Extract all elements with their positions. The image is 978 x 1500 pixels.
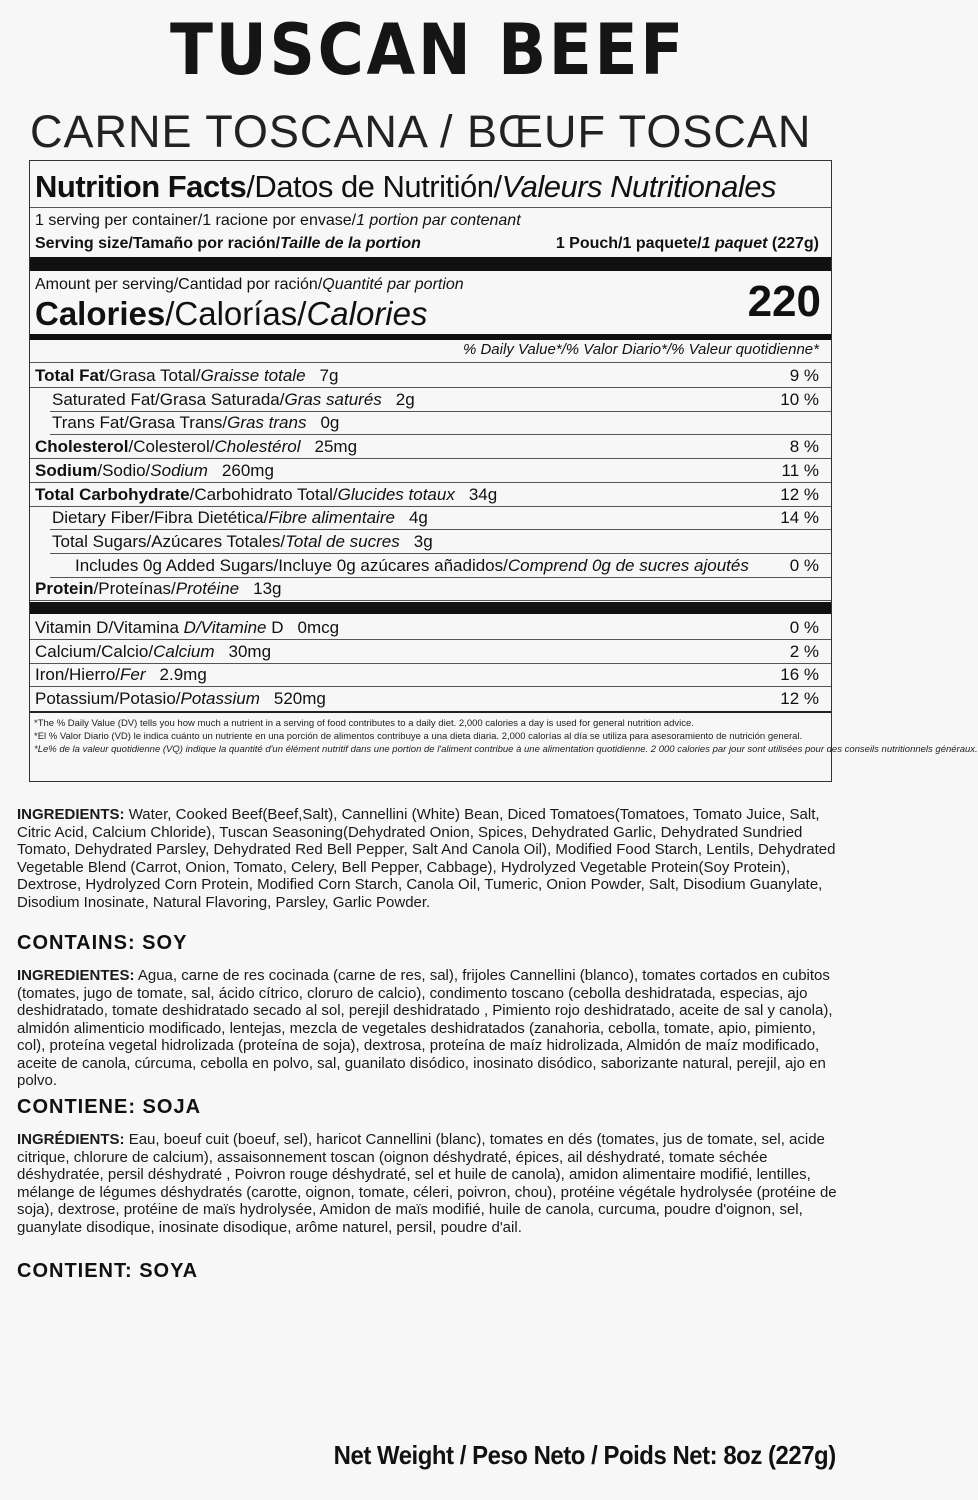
ingredients-fr-label: INGRÉDIENTS:: [17, 1131, 125, 1148]
divider: [30, 207, 831, 208]
vitamin-daily-value: 2 %: [789, 641, 819, 661]
vitamin-daily-value: 16 %: [780, 665, 819, 685]
nutrient-amount: 34g: [468, 484, 498, 504]
vitamin-row: [35, 617, 819, 639]
ingredients-en-label: INGREDIENTS:: [17, 806, 125, 823]
nutrient-daily-value: 11 %: [781, 460, 819, 480]
amount-per-serving-text: Amount per serving/Cantidad por ración/: [35, 276, 323, 293]
nutrient-daily-value: 14 %: [780, 508, 819, 528]
nutrient-name-es: Includes 0g Added Sugars/Incluye 0g azúcares añadidos/: [75, 555, 508, 575]
calories-label-es: /Calorías/: [165, 295, 307, 332]
nutrient-row: [35, 460, 819, 482]
serving-size-value: [556, 234, 819, 254]
nutrient-name: Sodium: [35, 460, 98, 480]
nutrient-name: Cholesterol: [35, 437, 129, 457]
nutrient-name-fr: Protéine: [175, 579, 240, 599]
nutrient-row: [35, 578, 819, 600]
nutrient-amount: 2g: [395, 389, 415, 409]
vitamin-name-fr: Potassium: [180, 689, 260, 709]
contains-fr: CONTIENT: SOYA: [17, 1260, 199, 1282]
serving-size-label: Serving size/Tamaño por ración/: [35, 235, 281, 252]
nutrition-facts-heading: [35, 167, 819, 207]
ingredients-en-text: Water, Cooked Beef(Beef,Salt), Cannellini (White) Bean, Diced Tomatoes(Tomatoes, Tomato Juice, Salt, Citric Acid, Calcium Chloride), Tuscan Seasoning(Dehydrated Onion, Spices, Dehydrated Garlic, Dehydrated Sundried Tomato, Dehydrated Parsley, Dehydrated Red Bell Pepper, Salt And Canola Oil), Modified Food Starch, Lentils, Dehydrated Vegetable Blend (Carrot, Onion, Tomato, Celery, Bell Pepper, Cabbage), Hydrolyzed Vegetable Protein(Soy Protein), Dextrose, Hydrolyzed Corn Protein, Modified Corn Starch, Canola Oil, Tumeric, Onion Powder, Salt, Disodium Guanylate, Disodium Inosinate, Natural Flavoring, Parsley, Garlic Powder.: [17, 806, 836, 911]
product-subtitle: CARNE TOSCANA / BŒUF TOSCAN: [30, 106, 812, 157]
servings-per-container-fr: 1 portion par contenant: [356, 212, 521, 229]
nutrient-name-es: Total Sugars/Azúcares Totales/: [52, 531, 286, 551]
nutrition-facts-heading-es: /Datos de Nutritión/: [246, 169, 502, 204]
amount-per-serving-fr: Quantité par portion: [322, 276, 464, 293]
nutrient-name-fr: Gras trans: [227, 413, 307, 433]
daily-value-heading: % Daily Value*/% Valor Diario*/% Valeur quotidienne*: [462, 341, 819, 358]
vitamin-name-fr: Calcium: [153, 641, 215, 661]
nutrient-name-fr: Gras saturés: [284, 389, 382, 409]
nutrient-amount: 13g: [253, 579, 282, 599]
vitamin-amount: 0mcg: [297, 618, 340, 637]
ingredients-en: [17, 806, 839, 911]
serving-size-value-text: 1 Pouch/1 paquete/: [555, 235, 702, 252]
nutrient-name-fr: Cholestérol: [214, 437, 301, 457]
nutrient-name-fr: Total de sucres: [285, 531, 400, 551]
medium-divider: [30, 334, 831, 340]
ingredients-fr-text: Eau, boeuf cuit (boeuf, sel), haricot Cannellini (blanc), tomates en dés (tomates, jus de tomate, sel, acide citrique, chlorure de calcium), assaisonnement toscan (oignon déshydraté, épices, ail déshydraté, tomate séchée déshydratée, persil déshydraté , Poivron rouge déshydraté, sel et huile de canola), amidon alimentaire modifié, lentilles, mélange de légumes déshydratés (carotte, oignon, tomate, céleri, poivron, chou), protéine végétale hydrolysée (protéine de soja), dextrose, protéine de maïs hydrolysée, Amidon de maïs modifié, huile de canola, curcuma, poudre d'oignon, sel, guanylate disodique, inosinate disodique, arôme naturel, persil, poudre d'ail.: [17, 1131, 837, 1236]
nutrition-facts-panel: [29, 160, 978, 782]
footnotes: [34, 717, 978, 756]
nutrient-name: Protein: [35, 579, 94, 599]
ingredients-es: [17, 967, 839, 1090]
nutrient-daily-value: 9 %: [789, 366, 819, 385]
nutrient-row: [35, 436, 819, 458]
nutrient-row: [52, 389, 819, 411]
nutrient-daily-value: 10 %: [780, 389, 819, 409]
nutrition-facts-heading-fr: Valeurs Nutritionales: [501, 169, 776, 204]
serving-size-row: [35, 234, 819, 254]
product-title: TUSCAN BEEF: [170, 9, 686, 91]
serving-size-value-fr: 1 paquet: [701, 235, 768, 252]
nutrient-daily-value: 12 %: [780, 484, 819, 504]
amount-per-serving: [35, 275, 819, 295]
ingredients-es-label: INGREDIENTES:: [17, 967, 135, 984]
nutrient-amount: 3g: [413, 531, 433, 551]
calories-label: Calories: [35, 295, 166, 332]
nutrient-name-fr: Graisse totale: [200, 366, 306, 385]
nutrient-amount: 7g: [319, 366, 339, 385]
footnote-fr: *Le% de la valeur quotidienne (VQ) indique la quantité d'un élément nutritif dans une portion de l'aliment contribue à une alimentation quotidienne. 2 000 calories par jour sont utilisées pour des conseils nutritionnels généraux.: [34, 744, 978, 755]
nutrient-name-fr: Fibre alimentaire: [268, 508, 395, 528]
nutrient-name: Total Fat: [35, 366, 105, 385]
footnote-es: *El % Valor Diario (VD) le indica cuánto un nutriente en una porción de alimentos contribuye a una dieta diaria. 2,000 calorías al día se utiliza para asesoramiento de nutrición general.: [34, 731, 803, 742]
contains-es: CONTIENE: SOJA: [17, 1096, 202, 1118]
vitamin-row: [35, 641, 819, 663]
vitamin-name-fr: Fer: [120, 665, 146, 685]
vitamin-name: Calcium/Calcio/: [35, 641, 154, 661]
nutrient-daily-value: 0 %: [789, 555, 819, 575]
nutrient-name-es: Saturated Fat/Grasa Saturada/: [52, 389, 285, 409]
vitamin-name-fr: D/Vitamine: [183, 618, 267, 637]
nutrient-row: [35, 365, 819, 387]
nutrient-amount: 4g: [408, 508, 428, 528]
vitamin-daily-value: 0 %: [789, 618, 819, 637]
calories-value: 220: [747, 277, 821, 326]
nutrient-name-es: /Carbohidrato Total/: [189, 484, 338, 504]
nutrient-amount: 0g: [320, 413, 340, 433]
contains-en: CONTAINS: SOY: [17, 932, 188, 954]
nutrient-name-es: /Colesterol/: [128, 437, 215, 457]
nutrient-name-es: /Proteínas/: [93, 579, 176, 599]
calories-label-fr: Calories: [306, 295, 428, 332]
vitamin-name: Iron/Hierro/: [35, 665, 121, 685]
divider: [30, 362, 831, 363]
nutrient-name: Total Carbohydrate: [35, 484, 190, 504]
nutrient-name-fr: Glucides totaux: [337, 484, 455, 504]
servings-per-container: [35, 211, 819, 231]
nutrient-name-es: Dietary Fiber/Fibra Dietética/: [52, 508, 269, 528]
calories-row: [35, 294, 819, 334]
vitamin-name-suffix: D: [266, 618, 284, 637]
footnote-en: *The % Daily Value (DV) tells you how much a nutrient in a serving of food contributes to a daily diet. 2,000 calories a day is used for general nutrition advice.: [34, 718, 694, 729]
serving-size-label-fr: Taille de la portion: [280, 235, 421, 252]
nutrient-name-es: /Sodio/: [97, 460, 151, 480]
nutrient-row: [35, 484, 819, 506]
vitamin-name: Potassium/Potasio/: [35, 689, 181, 709]
vitamin-row: [35, 664, 819, 686]
nutrient-row: [52, 507, 819, 529]
nutrient-daily-value: 8 %: [789, 437, 819, 457]
ingredients-fr: [17, 1131, 839, 1236]
serving-size-grams: (227g): [771, 235, 819, 252]
vitamin-amount: 30mg: [228, 641, 272, 661]
servings-per-container-text: 1 serving per container/1 racione por envase/: [35, 212, 357, 229]
thick-divider: [30, 257, 831, 271]
nutrient-name-fr: Comprend 0g de sucres ajoutés: [507, 555, 749, 575]
nutrient-row: [52, 531, 819, 553]
nutrient-name-es: /Grasa Total/: [104, 366, 201, 385]
nutrient-name-es: Trans Fat/Grasa Trans/: [52, 413, 228, 433]
vitamin-name: Vitamin D/Vitamina: [35, 618, 184, 637]
divider: [30, 711, 831, 713]
nutrient-name-fr: Sodium: [150, 460, 208, 480]
nutrient-row: [52, 412, 819, 434]
nutrient-amount: 25mg: [314, 437, 358, 457]
vitamin-amount: 2.9mg: [159, 665, 207, 685]
vitamin-amount: 520mg: [273, 689, 326, 709]
nutrient-row: [75, 555, 819, 577]
nutrition-facts-heading-en: Nutrition Facts: [35, 169, 247, 204]
thick-divider: [30, 602, 831, 614]
ingredients-es-text: Agua, carne de res cocinada (carne de res, sal), frijoles Cannellini (blanco), tomates cortados en cubitos (tomates, jugo de tomate, sal, ácido cítrico, cloruro de calcio), condimento toscano (cebolla deshidratada, especias, ajo deshidratado, tomate deshidratado secado al sol, perejil deshidratado , Pimiento rojo deshidratado, aceite de sal y canola), almidón alimenticio modificado, lentejas, mezcla de vegetales deshidratados (zanahoria, cebolla, tomate, apio, pimiento, col), proteína vegetal hidrolizada (proteína de soja), dextrosa, proteína de maíz hidrolizada, Almidón de maíz modificado, aceite de canola, cúrcuma, cebolla en polvo, sal, guanilato disódico, inosinato disódico, saborizante natural, perejil, ajo en polvo.: [17, 967, 833, 1089]
vitamin-daily-value: 12 %: [780, 689, 819, 709]
net-weight: Net Weight / Peso Neto / Poids Net: 8oz (227g): [333, 1440, 836, 1470]
nutrient-amount: 260mg: [221, 460, 274, 480]
vitamin-row: [35, 688, 819, 710]
